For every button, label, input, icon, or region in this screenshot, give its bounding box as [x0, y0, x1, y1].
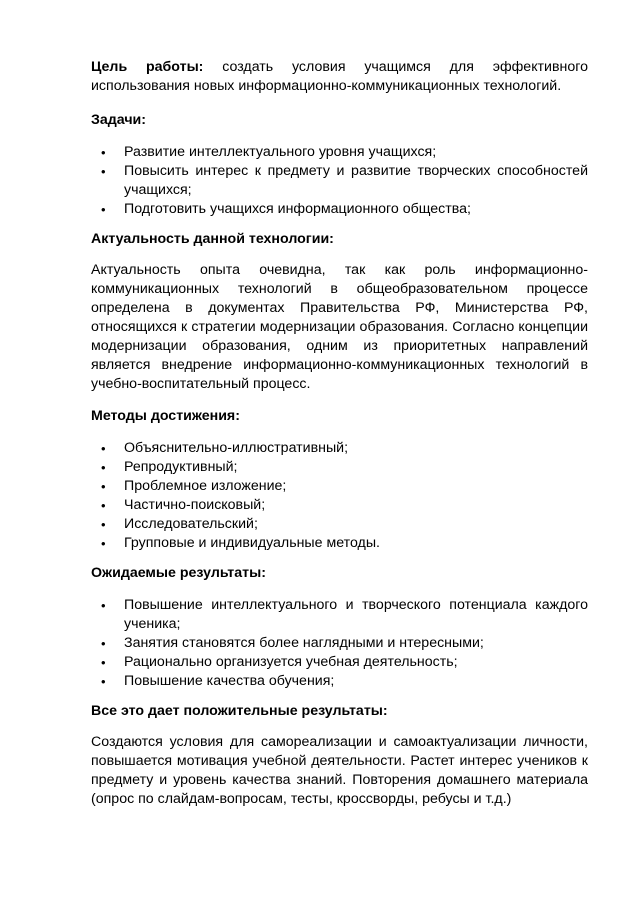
list-item: • Рационально организуется учебная деятельность;	[101, 654, 458, 670]
bullet-icon: •	[101, 517, 106, 532]
bullet-icon: •	[101, 164, 106, 179]
goal-paragraph	[91, 58, 588, 96]
bullet-icon: •	[101, 636, 106, 651]
list-item: • Репродуктивный;	[101, 459, 238, 475]
bullet-icon: •	[101, 536, 106, 551]
document-page	[91, 58, 588, 809]
goal-text-start: создать условия учащимся для эффективного	[222, 59, 588, 75]
list-item: • Развитие интеллектуального уровня учащихся;	[101, 144, 437, 160]
goal-label: Цель работы:	[91, 59, 204, 75]
list-item: • Групповые и индивидуальные методы.	[101, 535, 380, 551]
bullet-icon: •	[101, 498, 106, 513]
methods-list	[91, 439, 588, 553]
list-item: • Объяснительно-иллюстративный;	[101, 440, 349, 456]
bullet-icon: •	[101, 145, 106, 160]
bullet-icon: •	[101, 460, 106, 475]
list-item: • Занятия становятся более наглядными и нтересными;	[101, 635, 484, 651]
bullet-icon: •	[101, 202, 106, 217]
bullet-icon: •	[101, 598, 106, 613]
bullet-icon: •	[101, 674, 106, 689]
results-heading: Ожидаемые результаты:	[91, 565, 266, 581]
methods-heading: Методы достижения:	[91, 408, 240, 424]
positive-text: Создаются условия для самореализации и самоактуализации личности, повышается мотивация учебной деятельности. Растет интерес учеников к предмету и уровень качества знаний. Повторения домашнего материала (опрос по слайдам-вопросам, тесты, кроссворды, ребусы и т.д.)	[91, 734, 588, 807]
list-item: • Повышение интеллектуального и творческого потенциала каждого ученика;	[101, 597, 588, 632]
tasks-heading: Задачи:	[91, 112, 147, 128]
relevance-heading: Актуальность данной технологии:	[91, 231, 334, 247]
relevance-text: Актуальность опыта очевидна, так как роль информационно-коммуникационных технологий в общеобразовательном процессе определена в документах Правительства РФ, Министерства РФ, относящихся к стратегии модернизации образования. Согласно концепции модернизации образования, одним из приоритетных направлений является внедрение информационно-коммуникационных технологий в учебно-воспитательный процесс.	[91, 262, 588, 392]
list-item: • Повысить интерес к предмету и развитие творческих способностей учащихся;	[101, 163, 588, 198]
bullet-icon: •	[101, 479, 106, 494]
list-item: • Повышение качества обучения;	[101, 673, 335, 689]
list-item: • Исследовательский;	[101, 516, 258, 532]
list-item: • Проблемное изложение;	[101, 478, 287, 494]
list-item: • Частично-поисковый;	[101, 497, 266, 513]
bullet-icon: •	[101, 441, 106, 456]
goal-line-1	[91, 58, 588, 77]
bullet-icon: •	[101, 655, 106, 670]
goal-text-end: использования новых информационно-коммуникационных технологий.	[91, 78, 562, 94]
tasks-list	[91, 143, 588, 219]
results-list	[91, 596, 588, 691]
list-item: • Подготовить учащихся информационного общества;	[101, 201, 471, 217]
positive-heading: Все это дает положительные результаты:	[91, 703, 388, 719]
